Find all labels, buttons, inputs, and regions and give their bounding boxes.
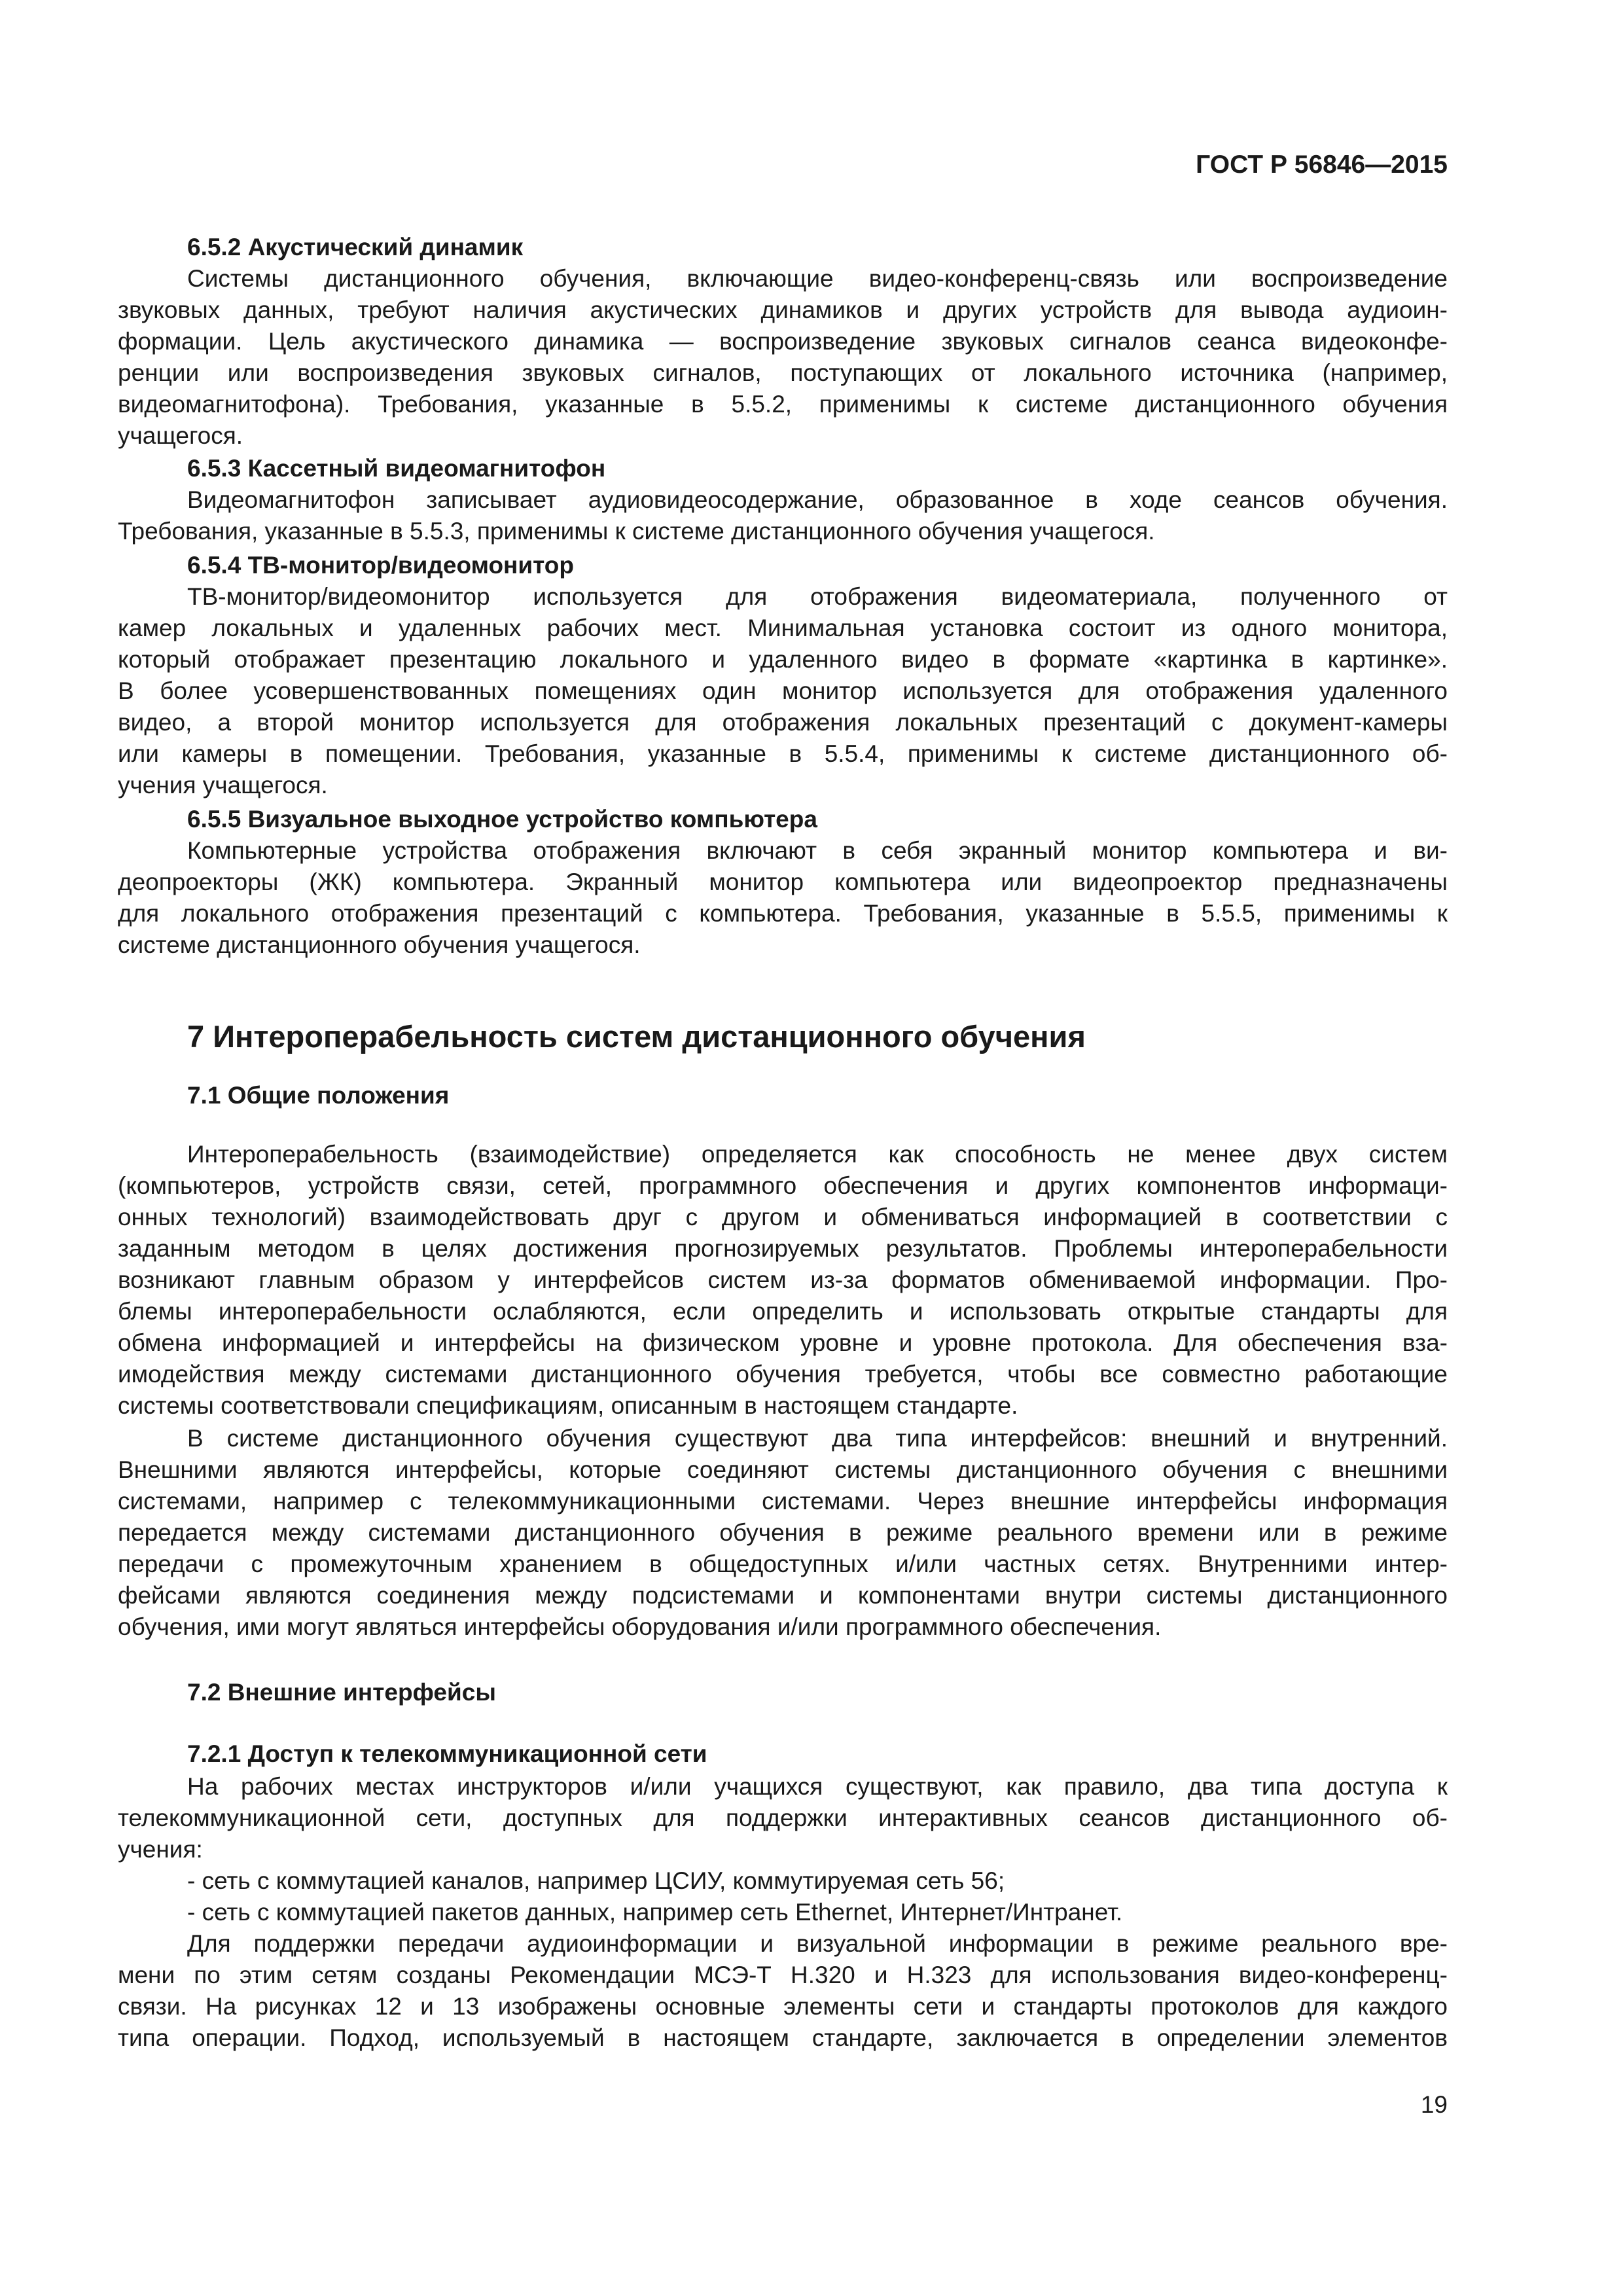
section-heading-6-5-3: 6.5.3 Кассетный видеомагнитофон xyxy=(187,455,606,482)
paragraph-line: Интероперабельность (взаимодействие) определяется как способность не менее двух систем xyxy=(187,1141,1448,1168)
paragraph-line: деопроекторы (ЖК) компьютера. Экранный монитор компьютера или видеопроектор предназначены xyxy=(118,869,1448,895)
paragraph-line: Компьютерные устройства отображения включают в себя экранный монитор компьютера и ви- xyxy=(187,837,1448,864)
paragraph-line: онных технологий) взаимодействовать друг с другом и обмениваться информацией в соответствии с xyxy=(118,1204,1448,1230)
paragraph-line: видеомагнитофона). Требования, указанные в 5.5.2, применимы к системе дистанционного обучения xyxy=(118,391,1448,418)
paragraph-line: типа операции. Подход, используемый в настоящем стандарте, заключается в определении элементов xyxy=(118,2024,1448,2051)
paragraph-line: системе дистанционного обучения учащегося. xyxy=(118,931,641,958)
paragraph-line: учения учащегося. xyxy=(118,772,328,798)
paragraph-line: связи. На рисунках 12 и 13 изображены основные элементы сети и стандарты протоколов для каждого xyxy=(118,1993,1448,2020)
paragraph-line: В более усовершенствованных помещениях один монитор используется для отображения удаленного xyxy=(118,677,1448,704)
paragraph-line: телекоммуникационной сети, доступных для поддержки интерактивных сеансов дистанционного об- xyxy=(118,1804,1448,1831)
document-code: ГОСТ Р 56846—2015 xyxy=(1196,151,1448,179)
paragraph-line: Видеомагнитофон записывает аудиовидеосодержание, образованное в ходе сеансов обучения. xyxy=(187,486,1448,513)
paragraph-line: возникают главным образом у интерфейсов систем из-за форматов обмениваемой информации. Про- xyxy=(118,1266,1448,1293)
paragraph-line: блемы интероперабельности ослабляются, если определить и использовать открытые стандарты для xyxy=(118,1298,1448,1325)
paragraph-line: Системы дистанционного обучения, включающие видео-конференц-связь или воспроизведение xyxy=(187,265,1448,292)
paragraph-line: системами, например с телекоммуникационными системами. Через внешние интерфейсы информация xyxy=(118,1488,1448,1515)
paragraph-line: видео, а второй монитор используется для отображения локальных презентаций с документ-камеры xyxy=(118,709,1448,736)
paragraph-line: Требования, указанные в 5.5.3, применимы к системе дистанционного обучения учащегося. xyxy=(118,518,1155,545)
paragraph-line: формации. Цель акустического динамика — воспроизведение звуковых сигналов сеанса видеоконфе- xyxy=(118,328,1448,355)
paragraph-line: звуковых данных, требуют наличия акустических динамиков и других устройств для вывода аудиоин- xyxy=(118,296,1448,323)
paragraph-line: В системе дистанционного обучения существуют два типа интерфейсов: внешний и внутренний. xyxy=(187,1425,1448,1452)
paragraph-line: (компьютеров, устройств связи, сетей, программного обеспечения и других компонентов информаци- xyxy=(118,1172,1448,1199)
section-heading-6-5-5: 6.5.5 Визуальное выходное устройство компьютера xyxy=(187,806,817,833)
section-heading-7-2-1: 7.2.1 Доступ к телекоммуникационной сети xyxy=(187,1740,707,1767)
paragraph-line: Для поддержки передачи аудиоинформации и визуальной информации в режиме реального вре- xyxy=(187,1930,1448,1957)
section-heading-7-2: 7.2 Внешние интерфейсы xyxy=(187,1679,496,1706)
section-heading-6-5-2: 6.5.2 Акустический динамик xyxy=(187,234,524,260)
page-number: 19 xyxy=(1420,2091,1448,2118)
paragraph-line: фейсами являются соединения между подсистемами и компонентами внутри системы дистанционного xyxy=(118,1582,1448,1609)
section-heading-6-5-4: 6.5.4 ТВ-монитор/видеомонитор xyxy=(187,552,574,579)
paragraph-line: обмена информацией и интерфейсы на физическом уровне и уровне протокола. Для обеспечения вза- xyxy=(118,1329,1448,1356)
paragraph-line: камер локальных и удаленных рабочих мест. Минимальная установка состоит из одного монитора, xyxy=(118,615,1448,641)
section-heading-7-1: 7.1 Общие положения xyxy=(187,1082,450,1109)
paragraph-line: или камеры в помещении. Требования, указанные в 5.5.4, применимы к системе дистанционного об- xyxy=(118,740,1448,767)
chapter-heading-7: 7 Интероперабельность систем дистанционного обучения xyxy=(187,1019,1086,1054)
list-item: - сеть с коммутацией каналов, например ЦСИУ, коммутируемая сеть 56; xyxy=(187,1867,1005,1894)
paragraph-line: который отображает презентацию локального и удаленного видео в формате «картинка в картинке». xyxy=(118,646,1448,673)
paragraph-line: системы соответствовали спецификациям, описанным в настоящем стандарте. xyxy=(118,1392,1018,1419)
paragraph-line: передачи с промежуточным хранением в общедоступных и/или частных сетях. Внутренними интер- xyxy=(118,1551,1448,1577)
paragraph-line: передается между системами дистанционного обучения в режиме реального времени или в режиме xyxy=(118,1519,1448,1546)
paragraph-line: На рабочих местах инструкторов и/или учащихся существуют, как правило, два типа доступа к xyxy=(187,1773,1448,1800)
list-item: - сеть с коммутацией пакетов данных, например сеть Ethernet, Интернет/Интранет. xyxy=(187,1899,1123,1926)
paragraph-line: заданным методом в целях достижения прогнозируемых результатов. Проблемы интероперабельности xyxy=(118,1235,1448,1262)
paragraph-line: ренции или воспроизведения звуковых сигналов, поступающих от локального источника (например, xyxy=(118,359,1448,386)
paragraph-line: Внешними являются интерфейсы, которые соединяют системы дистанционного обучения с внешними xyxy=(118,1456,1448,1483)
paragraph-line: имодействия между системами дистанционного обучения требуется, чтобы все совместно работающие xyxy=(118,1361,1448,1388)
paragraph-line: учения: xyxy=(118,1836,203,1863)
paragraph-line: учащегося. xyxy=(118,422,243,449)
paragraph-line: обучения, ими могут являться интерфейсы оборудования и/или программного обеспечения. xyxy=(118,1613,1162,1640)
paragraph-line: ТВ-монитор/видеомонитор используется для отображения видеоматериала, полученного от xyxy=(187,583,1448,610)
paragraph-line: мени по этим сетям созданы Рекомендации МСЭ-Т H.320 и H.323 для использования видео-конференц- xyxy=(118,1962,1448,1988)
paragraph-line: для локального отображения презентаций с компьютера. Требования, указанные в 5.5.5, применимы к xyxy=(118,900,1448,927)
